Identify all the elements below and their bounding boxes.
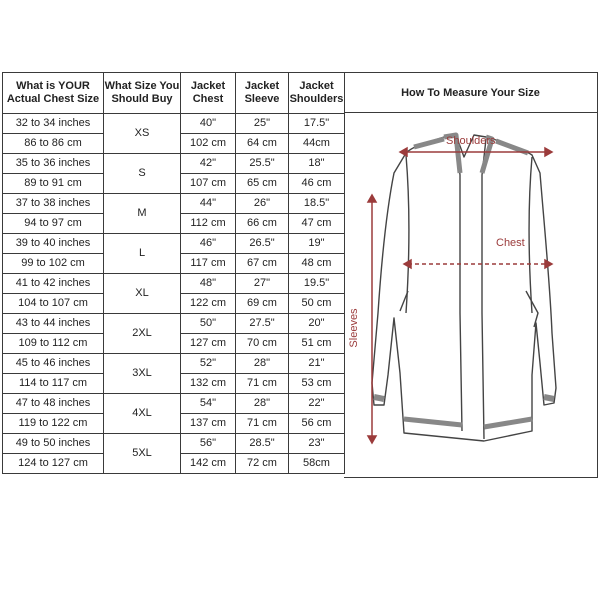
chest-inches-cell: 32 to 34 inches: [3, 114, 104, 134]
jacket-chest-cm-cell: 127 cm: [181, 334, 236, 354]
chest-cm-cell: 94 to 97 cm: [3, 214, 104, 234]
jacket-sleeve-cm-cell: 70 cm: [236, 334, 289, 354]
jacket-chest-in-cell: 46": [181, 234, 236, 254]
chest-cm-cell: 86 to 86 cm: [3, 134, 104, 154]
table-row: [3, 194, 345, 214]
size-table: [2, 72, 345, 474]
jacket-chest-in-cell: 42": [181, 154, 236, 174]
size-chart: [0, 72, 600, 478]
table-row: [3, 394, 345, 414]
chest-cm-cell: 124 to 127 cm: [3, 454, 104, 474]
jacket-sleeve-cm-cell: 72 cm: [236, 454, 289, 474]
chest-cm-cell: 114 to 117 cm: [3, 374, 104, 394]
chest-inches-cell: 47 to 48 inches: [3, 394, 104, 414]
chest-inches-cell: 41 to 42 inches: [3, 274, 104, 294]
jacket-sleeve-in-cell: 28": [236, 394, 289, 414]
jacket-chest-in-cell: 54": [181, 394, 236, 414]
header-size: What Size You Should Buy: [104, 73, 181, 114]
chest-cm-cell: 119 to 122 cm: [3, 414, 104, 434]
sleeves-arrow-down-icon: [368, 436, 376, 443]
jacket-sleeve-cm-cell: 66 cm: [236, 214, 289, 234]
jacket-shoulders-in-cell: 19.5": [289, 274, 345, 294]
table-row: [3, 154, 345, 174]
jacket-shoulders-cm-cell: 44cm: [289, 134, 345, 154]
jacket-sleeve-in-cell: 28": [236, 354, 289, 374]
chest-inches-cell: 49 to 50 inches: [3, 434, 104, 454]
jacket-sleeve-in-cell: 25.5": [236, 154, 289, 174]
jacket-sleeve-cm-cell: 64 cm: [236, 134, 289, 154]
jacket-diagram: [344, 113, 598, 478]
jacket-chest-cm-cell: 107 cm: [181, 174, 236, 194]
header-jacket-shoulders: Jacket Shoulders: [289, 73, 345, 114]
jacket-shoulders-in-cell: 23": [289, 434, 345, 454]
jacket-chest-in-cell: 48": [181, 274, 236, 294]
jacket-outline: [372, 135, 556, 441]
jacket-sleeve-in-cell: 28.5": [236, 434, 289, 454]
jacket-sleeve-in-cell: 27": [236, 274, 289, 294]
size-cell: 3XL: [104, 354, 181, 394]
size-cell: 2XL: [104, 314, 181, 354]
jacket-sleeve-cm-cell: 71 cm: [236, 374, 289, 394]
chest-label: Chest: [496, 237, 525, 249]
chest-arrow-left-icon: [404, 260, 411, 268]
jacket-chest-in-cell: 52": [181, 354, 236, 374]
chest-inches-cell: 43 to 44 inches: [3, 314, 104, 334]
jacket-chest-in-cell: 40": [181, 114, 236, 134]
jacket-shoulders-cm-cell: 51 cm: [289, 334, 345, 354]
chest-inches-cell: 45 to 46 inches: [3, 354, 104, 374]
jacket-shoulders-in-cell: 18.5": [289, 194, 345, 214]
jacket-chest-cm-cell: 142 cm: [181, 454, 236, 474]
jacket-shoulders-in-cell: 17.5": [289, 114, 345, 134]
jacket-sleeve-in-cell: 26.5": [236, 234, 289, 254]
jacket-sleeve-in-cell: 27.5": [236, 314, 289, 334]
size-cell: M: [104, 194, 181, 234]
chest-inches-cell: 37 to 38 inches: [3, 194, 104, 214]
table-header-row: [3, 73, 345, 114]
jacket-sleeve-cm-cell: 69 cm: [236, 294, 289, 314]
size-cell: S: [104, 154, 181, 194]
jacket-chest-cm-cell: 102 cm: [181, 134, 236, 154]
chest-cm-cell: 99 to 102 cm: [3, 254, 104, 274]
chest-cm-cell: 104 to 107 cm: [3, 294, 104, 314]
jacket-shoulders-in-cell: 18": [289, 154, 345, 174]
shoulders-arrow-left-icon: [400, 148, 407, 156]
jacket-sleeve-cm-cell: 65 cm: [236, 174, 289, 194]
shoulders-arrow-right-icon: [545, 148, 552, 156]
jacket-shoulders-cm-cell: 46 cm: [289, 174, 345, 194]
chest-cm-cell: 89 to 91 cm: [3, 174, 104, 194]
size-cell: XS: [104, 114, 181, 154]
size-cell: 4XL: [104, 394, 181, 434]
chest-inches-cell: 35 to 36 inches: [3, 154, 104, 174]
table-row: [3, 314, 345, 334]
table-row: [3, 234, 345, 254]
jacket-shoulders-cm-cell: 47 cm: [289, 214, 345, 234]
jacket-sleeve-cm-cell: 67 cm: [236, 254, 289, 274]
jacket-shoulders-in-cell: 21": [289, 354, 345, 374]
jacket-chest-in-cell: 50": [181, 314, 236, 334]
jacket-chest-cm-cell: 112 cm: [181, 214, 236, 234]
header-jacket-chest: Jacket Chest: [181, 73, 236, 114]
shoulders-label: Shoulders: [446, 135, 496, 147]
jacket-shoulders-cm-cell: 50 cm: [289, 294, 345, 314]
jacket-sleeve-in-cell: 25": [236, 114, 289, 134]
sleeves-arrow-up-icon: [368, 195, 376, 202]
jacket-shoulders-cm-cell: 53 cm: [289, 374, 345, 394]
jacket-chest-cm-cell: 117 cm: [181, 254, 236, 274]
jacket-chest-in-cell: 44": [181, 194, 236, 214]
jacket-shoulders-cm-cell: 56 cm: [289, 414, 345, 434]
size-cell: L: [104, 234, 181, 274]
chest-inches-cell: 39 to 40 inches: [3, 234, 104, 254]
table-row: [3, 274, 345, 294]
table-row: [3, 354, 345, 374]
size-cell: XL: [104, 274, 181, 314]
size-cell: 5XL: [104, 434, 181, 474]
jacket-chest-cm-cell: 137 cm: [181, 414, 236, 434]
jacket-sleeve-cm-cell: 71 cm: [236, 414, 289, 434]
table-row: [3, 434, 345, 454]
jacket-shoulders-in-cell: 19": [289, 234, 345, 254]
chest-cm-cell: 109 to 112 cm: [3, 334, 104, 354]
howto-header: How To Measure Your Size: [344, 72, 598, 113]
sleeves-label: Sleeves: [348, 308, 360, 348]
table-row: [3, 114, 345, 134]
chest-arrow-right-icon: [545, 260, 552, 268]
jacket-chest-cm-cell: 122 cm: [181, 294, 236, 314]
jacket-sleeve-in-cell: 26": [236, 194, 289, 214]
jacket-chest-in-cell: 56": [181, 434, 236, 454]
header-jacket-sleeve: Jacket Sleeve: [236, 73, 289, 114]
jacket-illustration: [344, 113, 598, 478]
jacket-shoulders-in-cell: 20": [289, 314, 345, 334]
jacket-shoulders-cm-cell: 58cm: [289, 454, 345, 474]
jacket-chest-cm-cell: 132 cm: [181, 374, 236, 394]
jacket-shoulders-cm-cell: 48 cm: [289, 254, 345, 274]
header-chest-size: What is YOUR Actual Chest Size: [3, 73, 104, 114]
jacket-shoulders-in-cell: 22": [289, 394, 345, 414]
